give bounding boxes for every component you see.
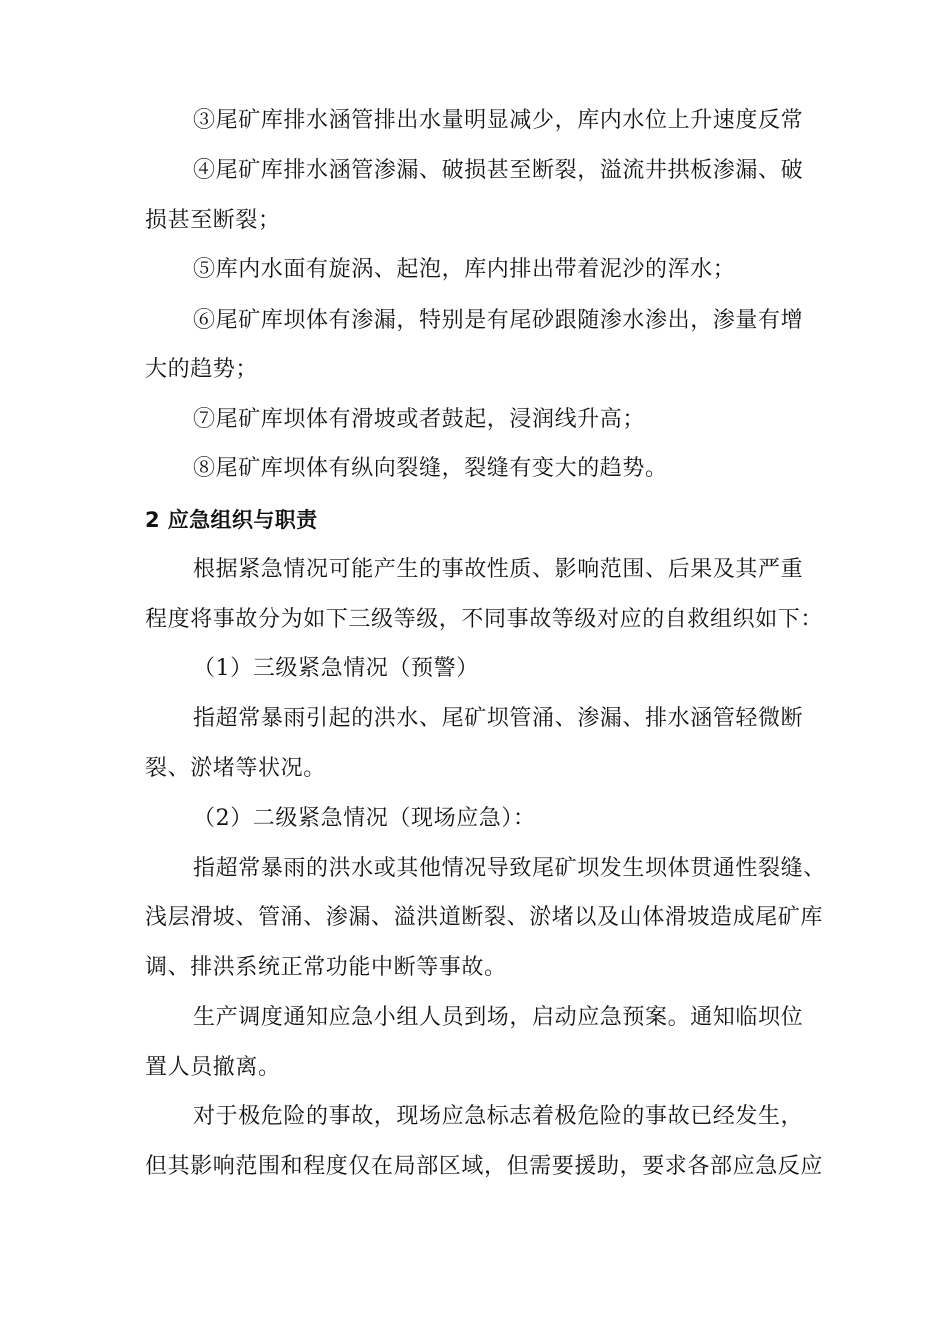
paragraph-item-8: ⑧尾矿库坝体有纵向裂缝，裂缝有变大的趋势。 xyxy=(193,456,668,481)
paragraph-item-6-line-2: 大的趋势； xyxy=(145,357,259,382)
paragraph-item-4-line-2: 损甚至断裂； xyxy=(145,208,281,233)
dispatch-line-1: 生产调度通知应急小组人员到场，启动应急预案。通知临坝位 xyxy=(193,1005,804,1030)
level-2-title: （2）二级紧急情况（现场应急）： xyxy=(193,806,536,831)
danger-line-1: 对于极危险的事故，现场应急标志着极危险的事故已经发生， xyxy=(193,1104,804,1129)
danger-line-2: 但其影响范围和程度仅在局部区域，但需要援助，要求各部应急反应 xyxy=(145,1154,824,1179)
level-2-desc-line-3: 调、排洪系统正常功能中断等事故。 xyxy=(145,955,507,980)
level-2-desc-line-1: 指超常暴雨的洪水或其他情况导致尾矿坝发生坝体贯通性裂缝、 xyxy=(193,856,826,881)
paragraph-item-5: ⑤库内水面有旋涡、起泡，库内排出带着泥沙的浑水； xyxy=(193,257,736,282)
dispatch-line-2: 置人员撤离。 xyxy=(145,1055,281,1080)
level-3-title: （1）三级紧急情况（预警） xyxy=(193,656,479,681)
paragraph-item-6-line-1: ⑥尾矿库坝体有渗漏，特别是有尾砂跟随渗水渗出，渗量有增 xyxy=(193,308,804,333)
paragraph-item-3: ③尾矿库排水涵管排出水量明显减少，库内水位上升速度反常 xyxy=(193,108,804,133)
level-2-desc-line-2: 浅层滑坡、管涌、渗漏、溢洪道断裂、淤堵以及山体滑坡造成尾矿库 xyxy=(145,905,824,930)
intro-line-1: 根据紧急情况可能产生的事故性质、影响范围、后果及其严重 xyxy=(193,557,804,582)
section-heading: 2 应急组织与职责 xyxy=(145,508,318,532)
level-3-desc-line-1: 指超常暴雨引起的洪水、尾矿坝管涌、渗漏、排水涵管轻微断 xyxy=(193,706,804,731)
paragraph-item-7: ⑦尾矿库坝体有滑坡或者鼓起，浸润线升高； xyxy=(193,407,646,432)
intro-line-2: 程度将事故分为如下三级等级，不同事故等级对应的自救组织如下： xyxy=(145,607,824,632)
paragraph-item-4-line-1: ④尾矿库排水涵管渗漏、破损甚至断裂，溢流井拱板渗漏、破 xyxy=(193,158,804,183)
level-3-desc-line-2: 裂、淤堵等状况。 xyxy=(145,756,326,781)
